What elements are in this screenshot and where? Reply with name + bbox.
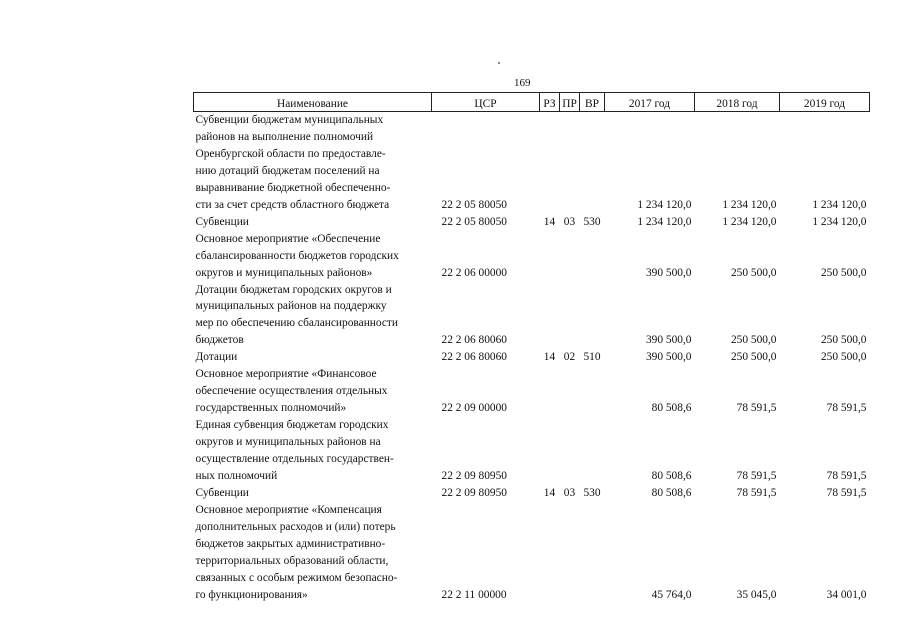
cell-2017: 1 234 120,0 (637, 198, 692, 211)
table-body (194, 112, 870, 604)
table-row (194, 417, 870, 485)
cell-2017: 1 234 120,0 (637, 215, 692, 228)
name-line: государственных полномочий» (195, 402, 347, 415)
name-line: Основное мероприятие «Компенсация (195, 503, 382, 516)
table-row (194, 366, 870, 417)
name-line: Субвенции бюджетам муниципальных (195, 114, 384, 126)
cell-2019: 1 234 120,0 (812, 215, 867, 228)
cell-pr (560, 282, 580, 350)
header-name: Наименование (194, 93, 432, 112)
cell-2018: 1 234 120,0 (722, 198, 777, 211)
cell-2017: 80 508,6 (651, 402, 692, 415)
cell-2018: 250 500,0 (730, 351, 777, 364)
name-line: выравнивание бюджетной обеспеченно- (195, 181, 391, 194)
cell-csr: 22 2 09 80950 (441, 470, 507, 483)
cell-2019: 250 500,0 (820, 351, 867, 364)
cell-2018: 1 234 120,0 (722, 215, 777, 228)
cell-pr: 03 (563, 486, 576, 499)
cell-rz: 14 (543, 215, 556, 228)
cell-rz (540, 502, 560, 604)
cell-csr: 22 2 11 00000 (441, 588, 507, 601)
header-2018: 2018 год (695, 93, 780, 112)
cell-2018: 78 591,5 (736, 470, 777, 483)
cell-pr (560, 366, 580, 417)
cell-rz (540, 282, 560, 350)
cell-2018: 78 591,5 (736, 402, 777, 415)
cell-rz (540, 112, 560, 214)
name-line: Субвенции (195, 486, 249, 499)
header-2017: 2017 год (605, 93, 695, 112)
name-line: Единая субвенция бюджетам городских (195, 419, 389, 432)
header-rz: РЗ (540, 93, 560, 112)
header-2019: 2019 год (780, 93, 870, 112)
cell-vr (580, 502, 605, 604)
name-line: нию дотаций бюджетам поселений на (195, 164, 380, 177)
header-pr: ПР (560, 93, 580, 112)
cell-2019: 78 591,5 (826, 470, 867, 483)
cell-csr: 22 2 09 80950 (441, 486, 507, 499)
header-csr: ЦСР (432, 93, 540, 112)
name-line: обеспечение осуществления отдельных (195, 385, 388, 398)
name-line: осуществление отдельных государствен- (195, 453, 394, 466)
table-row (194, 349, 870, 366)
cell-2017: 390 500,0 (645, 334, 692, 347)
cell-pr: 02 (563, 351, 576, 364)
name-line: округов и муниципальных районов на (195, 436, 381, 449)
name-line: районов на выполнение полномочий (195, 130, 374, 143)
cell-2019: 34 001,0 (826, 588, 867, 601)
cell-2017: 45 764,0 (651, 588, 692, 601)
table-row (194, 231, 870, 282)
cell-name (194, 485, 432, 502)
cell-rz: 14 (543, 351, 556, 364)
table-row (194, 502, 870, 604)
cell-name (194, 231, 432, 282)
cell-2019: 250 500,0 (820, 266, 867, 279)
cell-rz (540, 417, 560, 485)
name-line: сбалансированности бюджетов городских (195, 249, 399, 262)
cell-vr (580, 112, 605, 214)
name-line: округов и муниципальных районов» (195, 266, 373, 279)
cell-pr (560, 112, 580, 214)
cell-vr (580, 282, 605, 350)
cell-name (194, 112, 432, 214)
cell-2017: 80 508,6 (651, 486, 692, 499)
cell-vr (580, 231, 605, 282)
cell-csr: 22 2 06 80060 (441, 334, 507, 347)
name-line: Основное мероприятие «Обеспечение (195, 232, 381, 245)
cell-csr: 22 2 06 00000 (441, 266, 507, 279)
name-line: дополнительных расходов и (или) потерь (195, 520, 396, 533)
cell-vr (580, 366, 605, 417)
cell-csr: 22 2 05 80050 (441, 215, 507, 228)
cell-name (194, 366, 432, 417)
header-vr: ВР (580, 93, 605, 112)
cell-csr: 22 2 09 00000 (441, 402, 507, 415)
cell-vr: 510 (583, 351, 601, 364)
cell-2019: 250 500,0 (820, 334, 867, 347)
table-row (194, 112, 870, 214)
table-row (194, 214, 870, 231)
cell-pr (560, 502, 580, 604)
page-number: 169 (514, 77, 531, 89)
cell-pr: 03 (563, 215, 576, 228)
cell-2018: 250 500,0 (730, 334, 777, 347)
name-line: Дотации бюджетам городских округов и (195, 283, 392, 296)
cell-vr (580, 417, 605, 485)
cell-2018: 250 500,0 (730, 266, 777, 279)
name-line: Оренбургской области по предоставле- (195, 147, 386, 160)
cell-name (194, 214, 432, 231)
name-line: го функционирования» (195, 588, 308, 601)
cell-2017: 80 508,6 (651, 470, 692, 483)
cell-rz (540, 231, 560, 282)
name-line: муниципальных районов на поддержку (195, 300, 387, 313)
cell-pr (560, 417, 580, 485)
table-row (194, 282, 870, 350)
scan-dot (498, 62, 500, 64)
cell-csr: 22 2 06 80060 (441, 351, 507, 364)
name-line: связанных с особым режимом безопасно- (195, 571, 398, 584)
cell-name (194, 417, 432, 485)
cell-vr: 530 (583, 215, 601, 228)
cell-2018: 78 591,5 (736, 486, 777, 499)
budget-table (193, 92, 870, 604)
cell-2019: 78 591,5 (826, 402, 867, 415)
cell-csr: 22 2 05 80050 (441, 198, 507, 211)
name-line: ных полномочий (195, 470, 278, 483)
cell-2019: 1 234 120,0 (812, 198, 867, 211)
cell-pr (560, 231, 580, 282)
cell-vr: 530 (583, 486, 601, 499)
name-line: Основное мероприятие «Финансовое (195, 368, 377, 381)
name-line: бюджетов (195, 334, 244, 347)
cell-2018: 35 045,0 (736, 588, 777, 601)
name-line: сти за счет средств областного бюджета (195, 198, 390, 211)
cell-2017: 390 500,0 (645, 266, 692, 279)
name-line: мер по обеспечению сбалансированности (195, 317, 398, 330)
cell-rz (540, 366, 560, 417)
cell-2019: 78 591,5 (826, 486, 867, 499)
cell-name (194, 502, 432, 604)
cell-name (194, 349, 432, 366)
cell-2017: 390 500,0 (645, 351, 692, 364)
cell-rz: 14 (543, 486, 556, 499)
name-line: Субвенции (195, 215, 249, 228)
table-row (194, 485, 870, 502)
name-line: территориальных образований области, (195, 554, 389, 567)
cell-name (194, 282, 432, 350)
name-line: Дотации (195, 351, 238, 364)
name-line: бюджетов закрытых административно- (195, 537, 386, 550)
table-header-row (194, 93, 870, 112)
